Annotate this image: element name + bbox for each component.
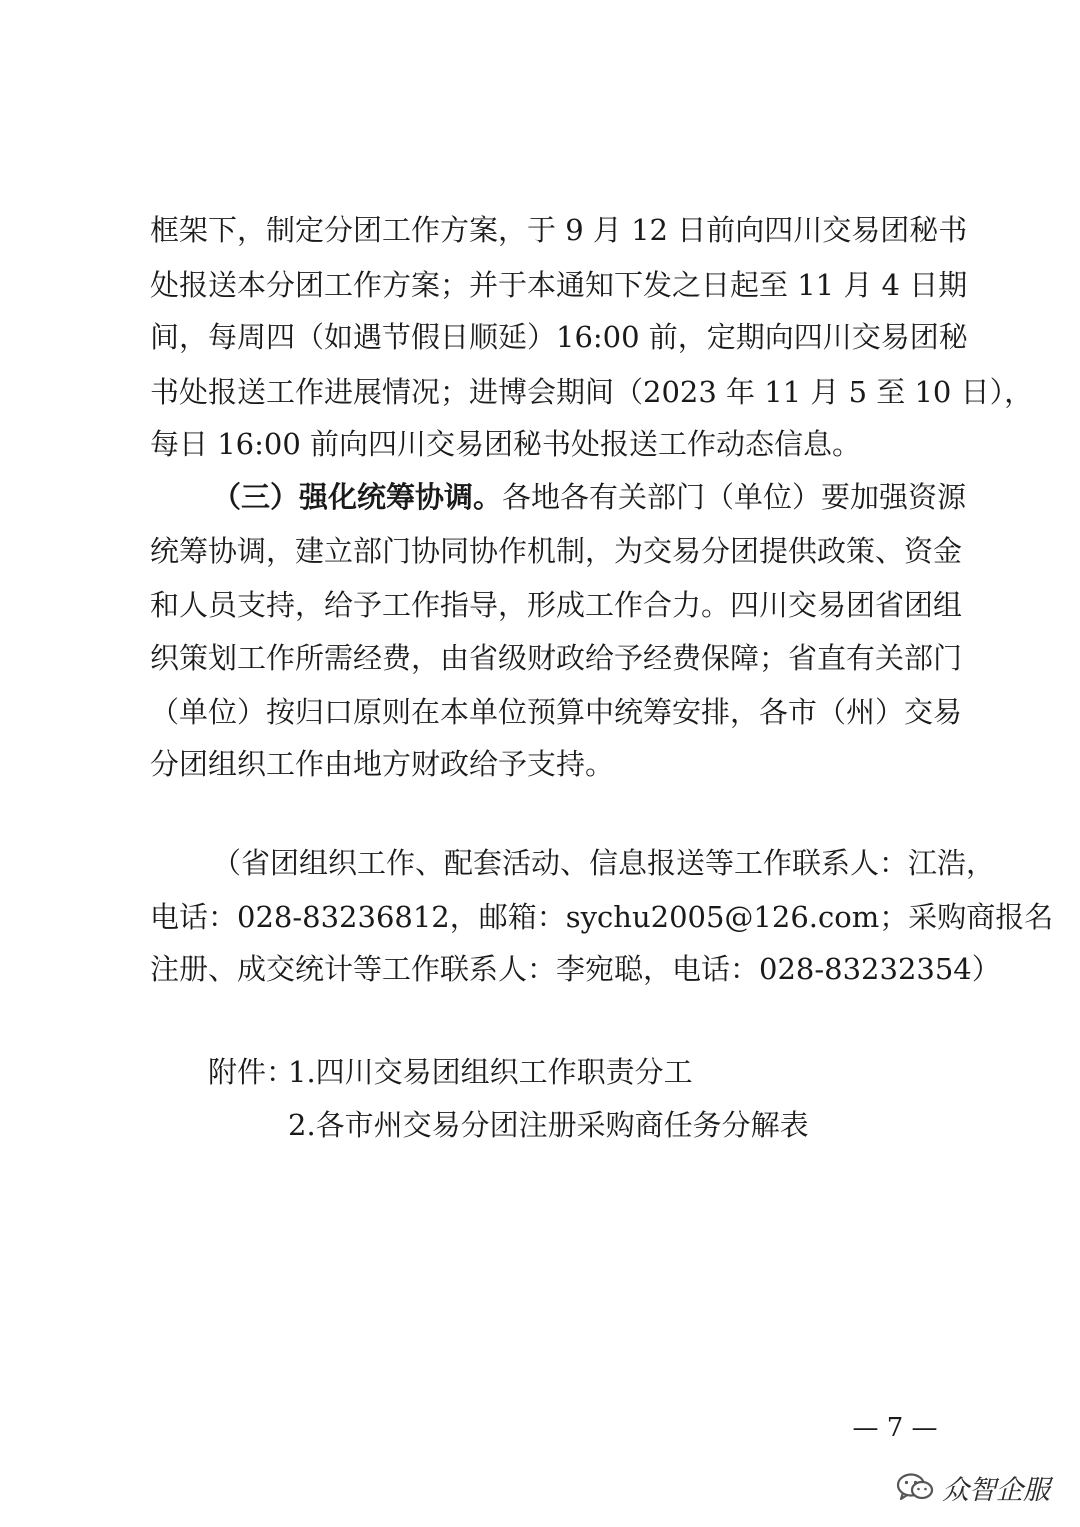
watermark-text: 众智企服: [942, 1474, 1050, 1506]
section-heading-line: [212, 471, 967, 523]
contact-line: （省团组织工作、配套活动、信息报送等工作联系人：江浩，: [212, 846, 996, 880]
paragraph-line: 分团组织工作由地方财政给予支持。: [150, 747, 615, 781]
paragraph-line: 织策划工作所需经费，由省级财政给予经费保障；省直有关部门: [150, 641, 963, 675]
contact-line: 注册、成交统计等工作联系人：李宛聪，电话：028-83232354）: [150, 952, 1001, 986]
section-heading: （三）强化统筹协调。: [212, 480, 503, 514]
paragraph-line: 统筹协调，建立部门协同协作机制，为交易分团提供政策、资金: [150, 534, 963, 568]
paragraph-line: 每日 16:00 前向四川交易团秘书处报送工作动态信息。: [150, 427, 862, 461]
paragraph-line: 框架下，制定分团工作方案，于 9 月 12 日前向四川交易团秘书: [150, 213, 968, 247]
watermark: [896, 1467, 1050, 1507]
paragraph-line: 间，每周四（如遇节假日顺延）16:00 前，定期向四川交易团秘: [150, 320, 968, 354]
paragraph-line: （单位）按归口原则在本单位预算中统筹安排，各市（州）交易: [150, 695, 963, 729]
wechat-icon: [896, 1472, 934, 1502]
contact-line: 电话：028-83236812，邮箱：sychu2005@126.com；采购商报名: [150, 900, 1054, 934]
attachment-item: 2.各市州交易分团注册采购商任务分解表: [288, 1108, 809, 1142]
paragraph-line: 处报送本分团工作方案；并于本通知下发之日起至 11 月 4 日期: [150, 268, 968, 302]
paragraph-line: 和人员支持，给予工作指导，形成工作合力。四川交易团省团组: [150, 588, 963, 622]
section-heading-rest: 各地各有关部门（单位）要加强资源: [502, 480, 967, 514]
attachment-item: 1.四川交易团组织工作职责分工: [288, 1055, 693, 1089]
page-number: — 7 —: [852, 1413, 938, 1443]
attachment-label: 附件：: [208, 1055, 296, 1089]
paragraph-line: 书处报送工作进展情况；进博会期间（2023 年 11 月 5 至 10 日），: [150, 375, 1034, 409]
